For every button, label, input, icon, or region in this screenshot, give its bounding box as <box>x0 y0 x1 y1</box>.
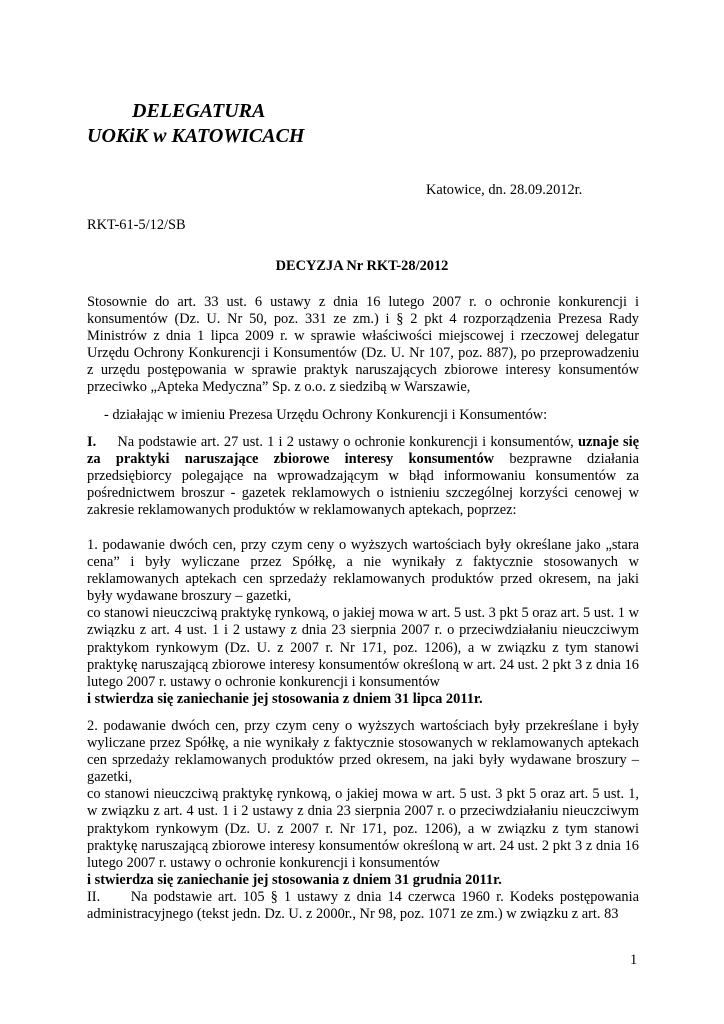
point-2 <box>87 718 639 923</box>
page-number: 1 <box>630 952 638 968</box>
intro-paragraph: Stosownie do art. 33 ust. 6 ustawy z dnia 16 lutego 2007 r. o ochronie konkurencji i konsumentów (Dz. U. Nr 50, poz. 331 ze zm.) i § 2 pkt 4 rozporządzenia Prezesa Rady Ministrów z dnia 1 lipca 2009 r. w sprawie właściwości miejscowej i rzeczowej delegatur Urzędu Ochrony Konkurencji i Konsumentów (Dz. U. Nr 107, poz. 887), po przeprowadzeniu z urzędu postępowania w sprawie praktyk naruszających zbiorowe interesy konsumentów przeciwko „Apteka Medyczna” Sp. z o.o. z siedzibą w Warszawie, <box>87 294 639 396</box>
section-1-pre: Na podstawie art. 27 ust. 1 i 2 ustawy o ochronie konkurencji i konsumentów, <box>117 434 574 450</box>
reference-number: RKT-61-5/12/SB <box>87 217 186 233</box>
section-2-paragraph <box>87 889 639 923</box>
acting-on-behalf: - działając w imieniu Prezesa Urzędu Ochrony Konkurencji i Konsumentów: <box>104 407 548 423</box>
section-1-post: bezprawne działania przedsiębiorcy polegające na wprowadzającym w błąd informowaniu konsumentów za pośrednictwem broszur - gazetek reklamowych o istnieniu szczególnej korzyści cenowej w zakresie reklamowanych produktów w reklamowanych aptekach, poprzez: <box>87 451 639 519</box>
point-1-conclusion: i stwierdza się zaniechanie jej stosowania z dniem 31 lipca 2011r. <box>87 690 483 707</box>
header-line-1: DELEGATURA <box>132 100 266 122</box>
section-2-numeral: II. <box>87 888 101 905</box>
point-2-conclusion: i stwierdza się zaniechanie jej stosowania z dniem 31 grudnia 2011r. <box>87 871 502 888</box>
section-2-text: Na podstawie art. 105 § 1 ustawy z dnia 14 czerwca 1960 r. Kodeks postępowania administracyjnego (tekst jedn. Dz. U. z 2000r., Nr 98, poz. 1071 ze zm.) w związku z art. 83 <box>87 888 639 923</box>
place-and-date: Katowice, dn. 28.09.2012r. <box>426 182 583 198</box>
point-2-legal: co stanowi nieuczciwą praktykę rynkową, o jakiej mowa w art. 5 ust. 3 pkt 5 oraz art. 5 ust. 1, w związku z art. 4 ust. 1 i 2 ustawy z dnia 23 sierpnia 2007 r. o przeciwdziałaniu nieuczciwym praktykom rynkowym (Dz. U. z 2007 r. Nr 171, poz. 1206), a w związku z tym stanowi praktykę naruszającą zbiorowe interesy konsumentów określoną w art. 24 ust. 2 pkt 3 z dnia 16 lutego 2007 r. ustawy o ochronie konkurencji i konsumentów <box>87 786 639 871</box>
header-line-2: UOKiK w KATOWICACH <box>87 125 305 147</box>
decision-title: DECYZJA Nr RKT-28/2012 <box>275 258 449 274</box>
point-1-text: 1. podawanie dwóch cen, przy czym ceny o wyższych wartościach były określane jako „stara cena” i były wyliczane przez Spółkę, a nie wynikały z faktycznie stosowanych w reklamowanych aptekach cen sprzedaży reklamowanych produktów przed okresem, na jaki były wydawane broszury – gazetki, <box>87 537 639 605</box>
point-1 <box>87 537 639 708</box>
point-2-text: 2. podawanie dwóch cen, przy czym ceny o wyższych wartościach były przekreślane i były wyliczane przez Spółkę, a nie wynikały z faktycznie stosowanych w reklamowanych aptekach cen sprzedaży reklamowanych produktów przed okresem, na jaki były wydawane broszury – gazetki, <box>87 718 639 786</box>
point-1-legal: co stanowi nieuczciwą praktykę rynkową, o jakiej mowa w art. 5 ust. 3 pkt 5 oraz art. 5 ust. 1 w związku z art. 4 ust. 1 i 2 ustawy z dnia 23 sierpnia 2007 r. o przeciwdziałaniu nieuczciwym praktykom rynkowym (Dz. U. z 2007 r. Nr 171, poz. 1206), a w związku z tym stanowi praktykę naruszającą zbiorowe interesy konsumentów określoną w art. 24 ust. 2 pkt 3 z dnia 16 lutego 2007 r. ustawy o ochronie konkurencji i konsumentów <box>87 605 639 690</box>
section-1-paragraph <box>87 434 639 519</box>
office-header <box>87 99 304 149</box>
section-1-numeral: I. <box>87 434 97 450</box>
section-1-bold: uznaje się za praktyki naruszające zbiorowe interesy konsumentów <box>87 434 639 468</box>
